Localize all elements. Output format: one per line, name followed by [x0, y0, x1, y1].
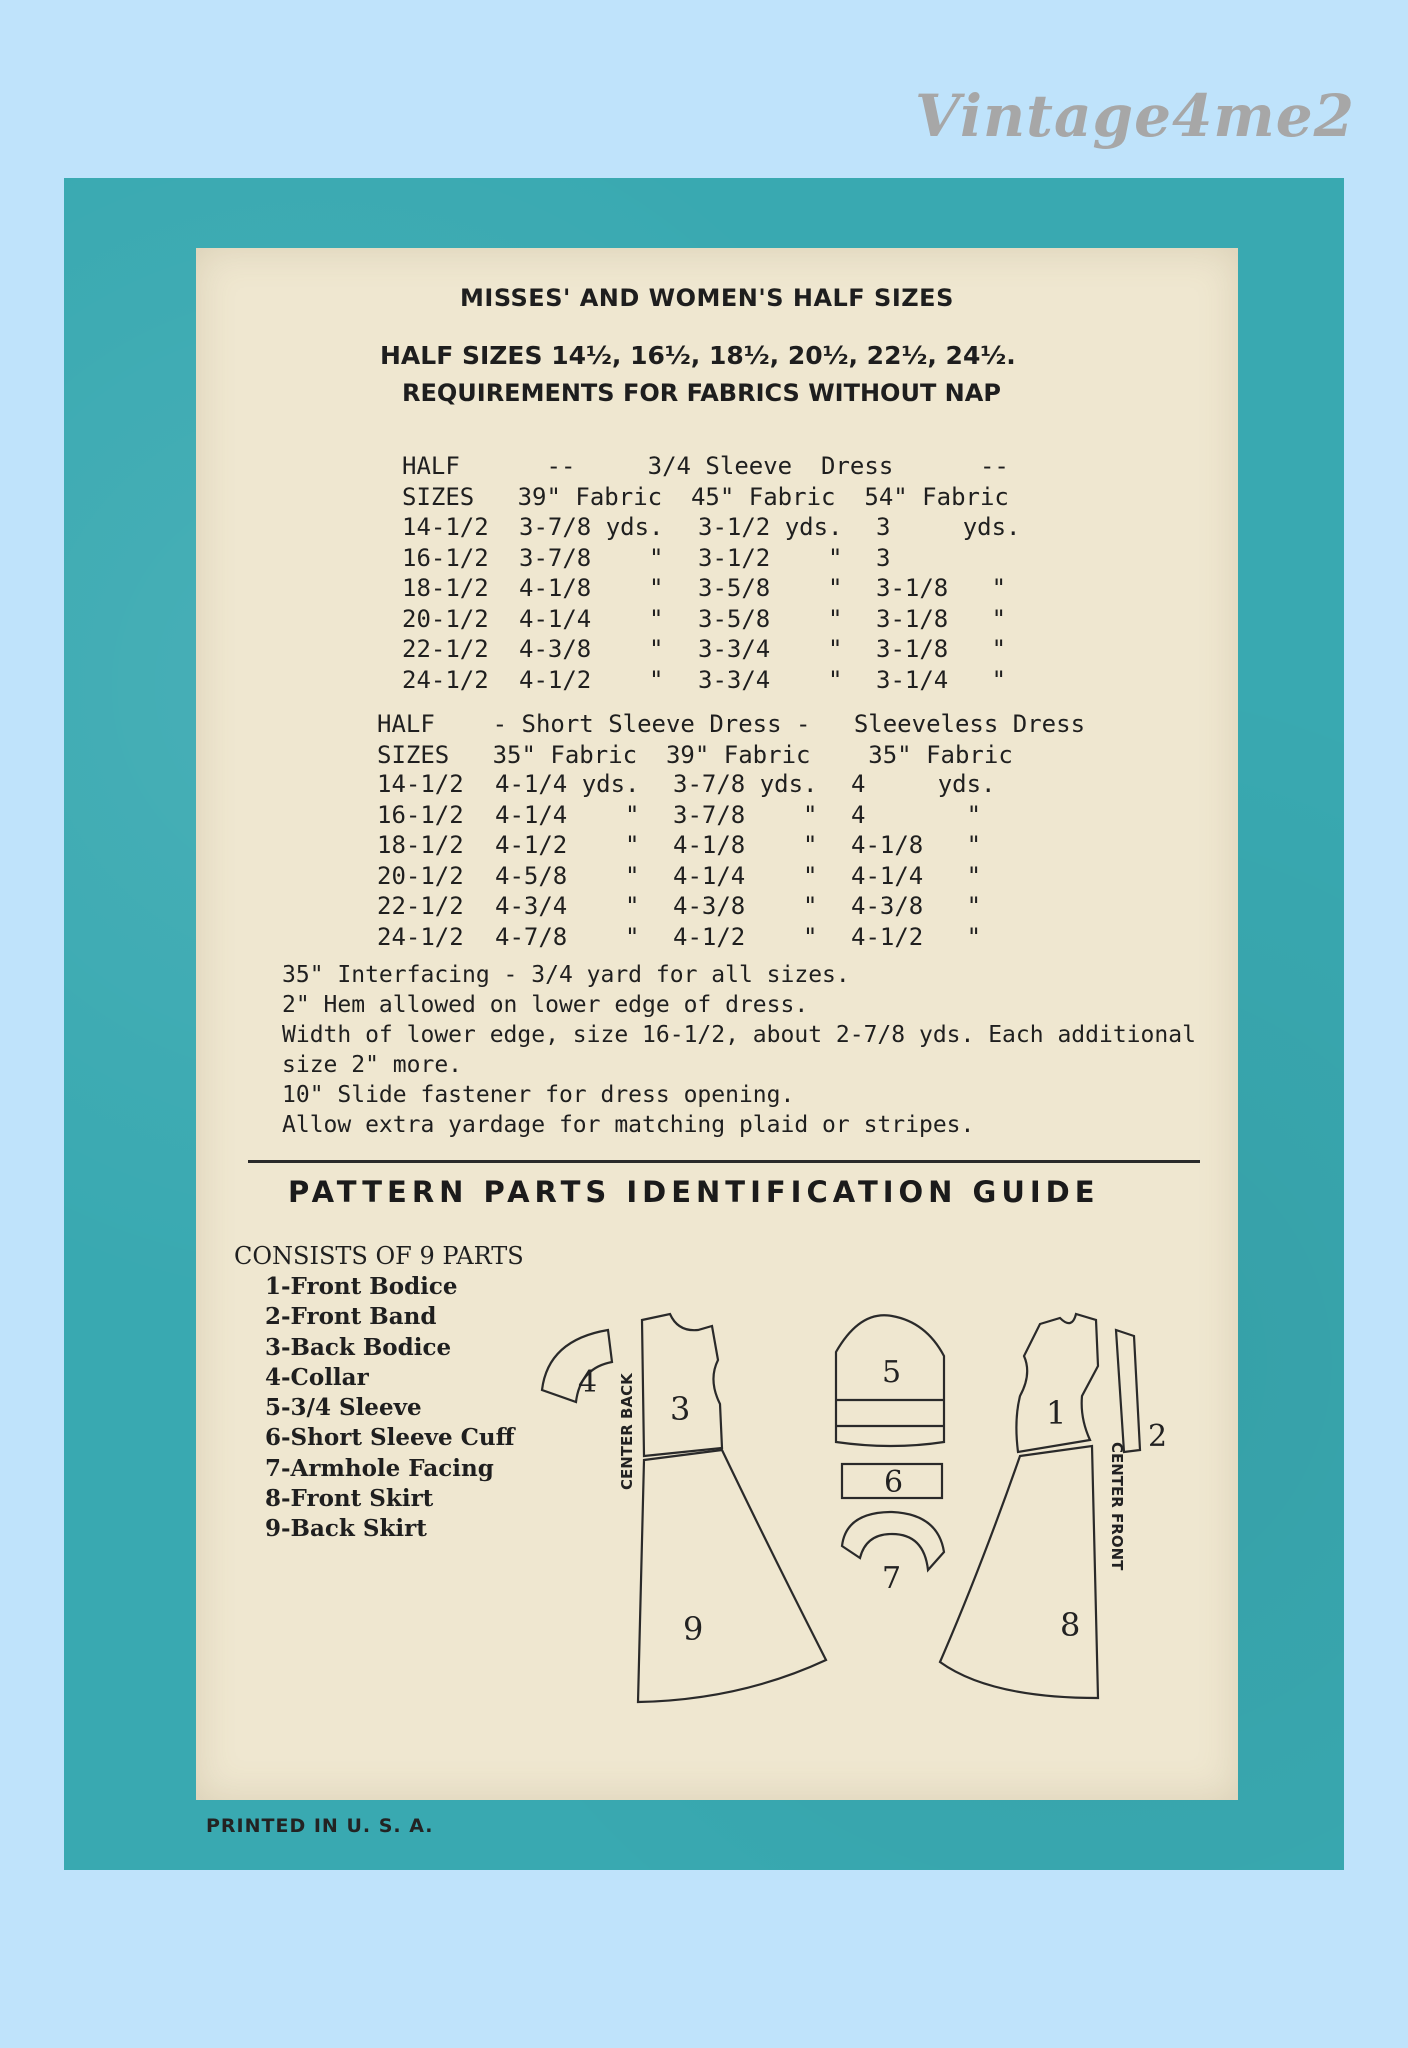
size-cell: 20-1/2: [402, 604, 489, 633]
part-item: 1-Front Bodice: [265, 1273, 458, 1300]
part-item: 8-Front Skirt: [265, 1485, 434, 1513]
size-cell: 24-1/2: [402, 665, 489, 694]
center-back-label: CENTER BACK: [618, 1373, 636, 1490]
parts-count-title: CONSISTS OF 9 PARTS: [234, 1242, 524, 1270]
yardage-cell: 3 yds.: [876, 513, 1021, 541]
size-cell: 14-1/2: [402, 513, 489, 541]
size-cell: 22-1/2: [377, 892, 464, 920]
size-cell: 14-1/2: [377, 770, 464, 798]
piece-label-3: 3: [670, 1390, 691, 1428]
yardage-cell: 4-3/8 ": [519, 635, 664, 663]
piece-label-9: 9: [683, 1610, 704, 1648]
yardage-cell: 3-5/8 ": [698, 604, 843, 633]
size-cell: 24-1/2: [377, 922, 464, 951]
yardage-cell: 3: [876, 543, 891, 572]
size-cell: 20-1/2: [377, 861, 464, 890]
table1-header-row2: SIZES 39" Fabric 45" Fabric 54" Fabric: [402, 483, 1009, 511]
yardage-cell: 3-1/4 ": [876, 665, 1007, 694]
table2-header-row2: SIZES 35" Fabric 39" Fabric 35" Fabric: [377, 741, 1013, 769]
yardage-cell: 4-1/2 ": [851, 922, 982, 951]
note-line: Allow extra yardage for matching plaid or stripes.: [282, 1112, 975, 1138]
piece-label-2: 2: [1148, 1419, 1168, 1454]
printed-in-usa: PRINTED IN U. S. A.: [206, 1815, 434, 1837]
piece-label-6: 6: [884, 1465, 904, 1500]
note-line: size 2" more.: [282, 1052, 463, 1078]
back-skirt-piece: [638, 1450, 826, 1702]
size-cell: 16-1/2: [377, 800, 464, 829]
yardage-cell: 3-1/8 ": [876, 574, 1007, 602]
yardage-cell: 3-1/8 ": [876, 635, 1007, 663]
part-item: 3-Back Bodice: [265, 1333, 452, 1361]
yardage-cell: 4-3/8 ": [673, 892, 818, 920]
parts-list: [265, 1272, 515, 1545]
yardage-cell: 4 ": [851, 800, 982, 829]
piece-label-4: 4: [578, 1365, 598, 1400]
requirements-heading: REQUIREMENTS FOR FABRICS WITHOUT NAP: [402, 379, 1001, 407]
yardage-cell: 4-5/8 ": [495, 861, 640, 890]
part-item: 2-Front Band: [265, 1303, 437, 1331]
piece-label-7: 7: [882, 1561, 902, 1596]
size-cell: 16-1/2: [402, 543, 489, 572]
part-item: 6-Short Sleeve Cuff: [265, 1424, 515, 1452]
fabric-notes: [282, 960, 1196, 1140]
size-cell: 18-1/2: [402, 574, 489, 602]
table2-header-row1: HALF - Short Sleeve Dress - Sleeveless Dress: [377, 710, 1086, 738]
yardage-cell: 4-3/4 ": [495, 892, 640, 920]
yardage-cell: 4-1/2 ": [673, 922, 818, 951]
collar-piece: [542, 1330, 612, 1402]
yardage-cell: 3-1/2 ": [698, 543, 843, 572]
size-cell: 22-1/2: [402, 635, 489, 663]
piece-label-8: 8: [1060, 1606, 1081, 1644]
yardage-cell: 4-1/8 ": [673, 831, 818, 859]
part-item: 5-3/4 Sleeve: [265, 1394, 422, 1422]
yardage-cell: 3-5/8 ": [698, 574, 843, 602]
yardage-cell: 4-1/4 ": [673, 861, 818, 890]
yardage-cell: 4-1/2 ": [519, 665, 664, 694]
note-line: 35" Interfacing - 3/4 yard for all sizes.: [282, 962, 850, 988]
part-item: 7-Armhole Facing: [265, 1454, 494, 1482]
yardage-cell: 4-1/8 ": [519, 574, 664, 602]
size-cell: 18-1/2: [377, 831, 464, 859]
half-sizes-heading: HALF SIZES 14½, 16½, 18½, 20½, 22½, 24½.: [380, 341, 1016, 370]
yardage-cell: 3-7/8 ": [519, 543, 664, 572]
part-item: 9-Back Skirt: [265, 1515, 427, 1543]
sheet-title: MISSES' AND WOMEN'S HALF SIZES: [460, 284, 954, 312]
piece-label-5: 5: [882, 1355, 902, 1390]
yardage-cell: 4-1/4 ": [851, 861, 982, 890]
part-item: 4-Collar: [265, 1363, 369, 1391]
yardage-cell: 3-3/4 ": [698, 665, 843, 694]
yardage-cell: 3-1/2 yds.: [698, 513, 843, 541]
yardage-cell: 4-1/4 yds.: [495, 770, 640, 798]
yardage-cell: 4-1/2 ": [495, 831, 640, 859]
divider-rule: [248, 1160, 1200, 1163]
front-skirt-piece: [940, 1446, 1098, 1698]
guide-title: PATTERN PARTS IDENTIFICATION GUIDE: [288, 1175, 1100, 1209]
yardage-cell: 4-3/8 ": [851, 892, 982, 920]
front-band-piece: [1116, 1330, 1140, 1452]
center-front-label: CENTER FRONT: [1108, 1442, 1126, 1571]
yardage-cell: 4-1/4 ": [495, 800, 640, 829]
yardage-cell: 4-7/8 ": [495, 922, 640, 951]
note-line: Width of lower edge, size 16-1/2, about 2-7/8 yds. Each additional: [282, 1022, 1196, 1048]
yardage-cell: 3-7/8 yds.: [673, 770, 818, 798]
yardage-cell: 4-1/4 ": [519, 604, 664, 633]
yardage-cell: 4-1/8 ": [851, 831, 982, 859]
watermark: Vintage4me2: [915, 82, 1355, 150]
yardage-cell: 3-7/8 yds.: [519, 513, 664, 541]
yardage-cell: 3-1/8 ": [876, 604, 1007, 633]
piece-label-1: 1: [1046, 1394, 1067, 1432]
yardage-cell: 3-3/4 ": [698, 635, 843, 663]
pattern-pieces-diagram: [520, 1300, 1220, 1740]
yardage-cell: 4 yds.: [851, 770, 996, 798]
note-line: 2" Hem allowed on lower edge of dress.: [282, 992, 809, 1018]
back-bodice-piece: [642, 1314, 722, 1456]
yardage-cell: 3-7/8 ": [673, 800, 818, 829]
table1-header-row1: HALF -- 3/4 Sleeve Dress --: [402, 452, 1009, 480]
note-line: 10" Slide fastener for dress opening.: [282, 1082, 795, 1108]
